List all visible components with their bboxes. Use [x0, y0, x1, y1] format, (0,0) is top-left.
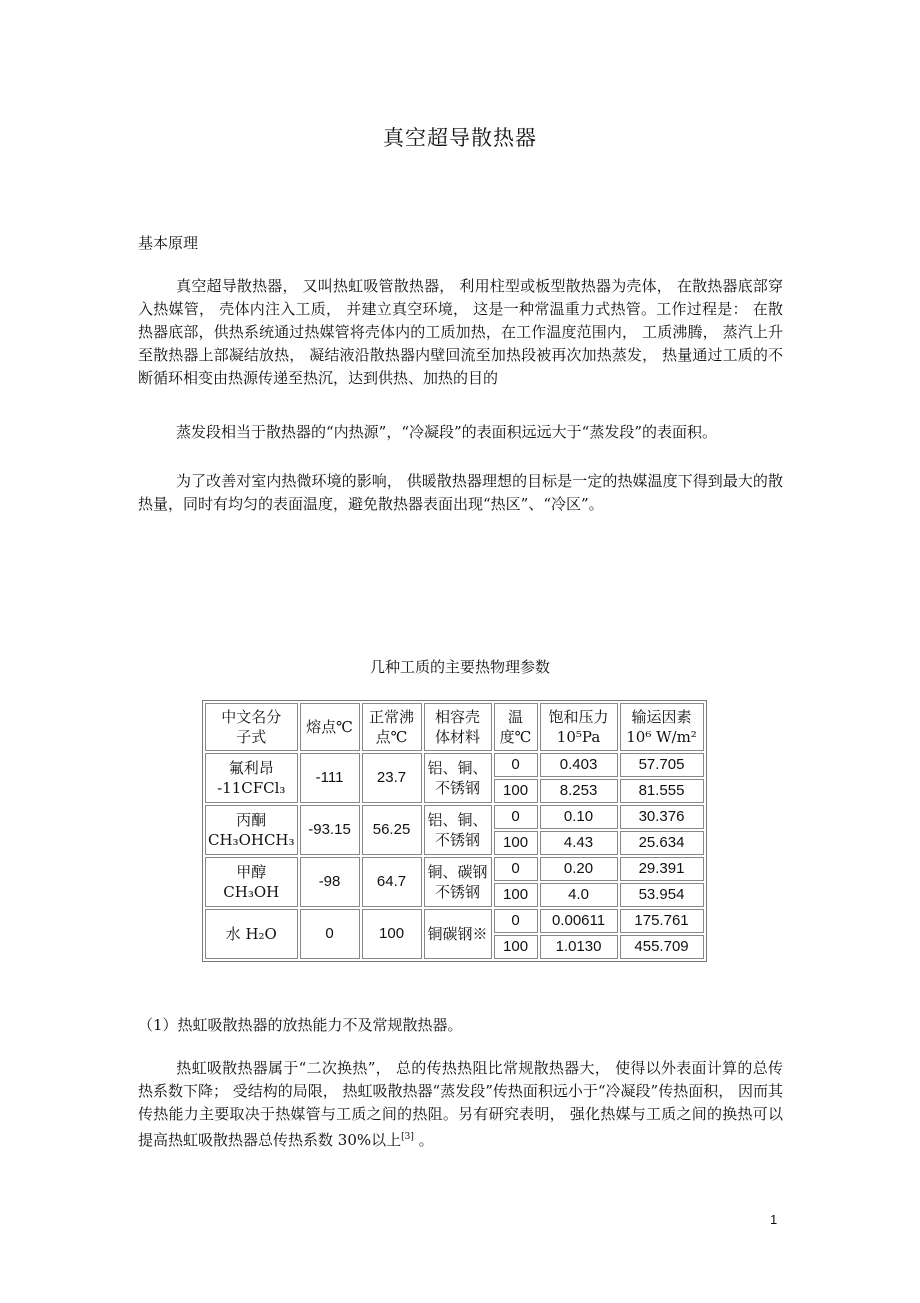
paragraph-principle [138, 275, 783, 390]
header-boiling: 正常沸 点℃ [362, 703, 422, 751]
citation-mark: [3] [401, 1132, 414, 1142]
cell-melting: -98 [300, 857, 360, 907]
table-caption: 几种工质的主要热物理参数 [369, 658, 550, 676]
cell-temperature: 100 [494, 831, 538, 855]
page-title: 真空超导散热器 [383, 126, 537, 150]
header-melting: 熔点℃ [300, 703, 360, 751]
cell-pressure: 4.0 [540, 883, 618, 907]
header-transport: 输运因素 10⁶ W/m² [620, 703, 704, 751]
cell-transport: 25.634 [620, 831, 704, 855]
cell-name: 水 H₂O [205, 909, 298, 959]
cell-materials: 铜、碳钢 不锈钢 [424, 857, 492, 907]
paragraph-goal [138, 470, 783, 516]
cell-materials: 铝、铜、 不锈钢 [424, 753, 492, 803]
cell-temperature: 100 [494, 883, 538, 907]
cell-materials: 铝、铜、 不锈钢 [424, 805, 492, 855]
cell-name: 甲醇 CH₃OH [205, 857, 298, 907]
table-row [205, 909, 704, 933]
cell-temperature: 0 [494, 909, 538, 933]
cell-boiling: 56.25 [362, 805, 422, 855]
cell-name: 丙酮 CH₃OHCH₃ [205, 805, 298, 855]
cell-transport: 30.376 [620, 805, 704, 829]
cell-pressure: 1.0130 [540, 935, 618, 959]
page-number: 1 [770, 1212, 778, 1227]
cell-melting: -111 [300, 753, 360, 803]
cell-pressure: 0.20 [540, 857, 618, 881]
cell-melting: -93.15 [300, 805, 360, 855]
cell-pressure: 0.00611 [540, 909, 618, 933]
cell-transport: 29.391 [620, 857, 704, 881]
sub-heading: （1）热虹吸散热器的放热能力不及常规散热器。 [138, 1016, 463, 1034]
table-row [205, 753, 704, 777]
cell-transport: 175.761 [620, 909, 704, 933]
cell-transport: 81.555 [620, 779, 704, 803]
cell-materials: 铜碳钢※ [424, 909, 492, 959]
cell-pressure: 0.403 [540, 753, 618, 777]
header-name: 中文名分 子式 [205, 703, 298, 751]
cell-transport: 53.954 [620, 883, 704, 907]
table-header-row [205, 703, 704, 751]
cell-temperature: 0 [494, 857, 538, 881]
cell-temperature: 0 [494, 753, 538, 777]
paragraph-heat-release [138, 1057, 783, 1152]
cell-boiling: 100 [362, 909, 422, 959]
cell-name: 氟利昂 -11CFCl₃ [205, 753, 298, 803]
cell-melting: 0 [300, 909, 360, 959]
paragraph-text: 热虹吸散热器属于“二次换热”， 总的传热热阻比常规散热器大， 使得以外表面计算的总传热系数下降； 受结构的局限， 热虹吸散热器“蒸发段”传热面积远小于“冷凝段”传热面积， 因而其传热能力主要取决于热媒管与工质之间的热阻。另有研究表明， 强化热媒与工质之间的换热可以提高热虹吸散热器总传热系数 30%以上 [138, 1059, 783, 1149]
cell-pressure: 4.43 [540, 831, 618, 855]
header-temperature: 温 度℃ [494, 703, 538, 751]
cell-temperature: 100 [494, 779, 538, 803]
cell-pressure: 0.10 [540, 805, 618, 829]
paragraph-evaporation [138, 421, 783, 444]
cell-temperature: 0 [494, 805, 538, 829]
cell-pressure: 8.253 [540, 779, 618, 803]
paragraph-text: 为了改善对室内热微环境的影响， 供暖散热器理想的目标是一定的热媒温度下得到最大的散热量，同时有均匀的表面温度，避免散热器表面出现“热区”、“冷区”。 [138, 472, 783, 513]
table-row [205, 805, 704, 829]
cell-boiling: 23.7 [362, 753, 422, 803]
table-row [205, 857, 704, 881]
paragraph-text: 真空超导散热器， 又叫热虹吸管散热器， 利用柱型或板型散热器为壳体， 在散热器底部穿入热媒管， 壳体内注入工质， 并建立真空环境， 这是一种常温重力式热管。工作过程是： 在散热器底部，供热系统通过热媒管将壳体内的工质加热，在工作温度范围内， 工质沸腾， 蒸汽上升至散热器上部凝结放热， 凝结液沿散热器内壁回流至加热段被再次加热蒸发， 热量通过工质的不断循环相变由热源传递至热沉，达到供热、加热的目的 [138, 277, 783, 387]
cell-transport: 57.705 [620, 753, 704, 777]
section-heading: 基本原理 [138, 234, 199, 252]
header-materials: 相容壳 体材料 [424, 703, 492, 751]
paragraph-end: 。 [413, 1131, 434, 1149]
header-pressure: 饱和压力 10⁵Pa [540, 703, 618, 751]
properties-table [202, 700, 707, 962]
cell-transport: 455.709 [620, 935, 704, 959]
cell-boiling: 64.7 [362, 857, 422, 907]
cell-temperature: 100 [494, 935, 538, 959]
paragraph-text: 蒸发段相当于散热器的“内热源”，“冷凝段”的表面积远远大于“蒸发段”的表面积。 [176, 423, 718, 441]
